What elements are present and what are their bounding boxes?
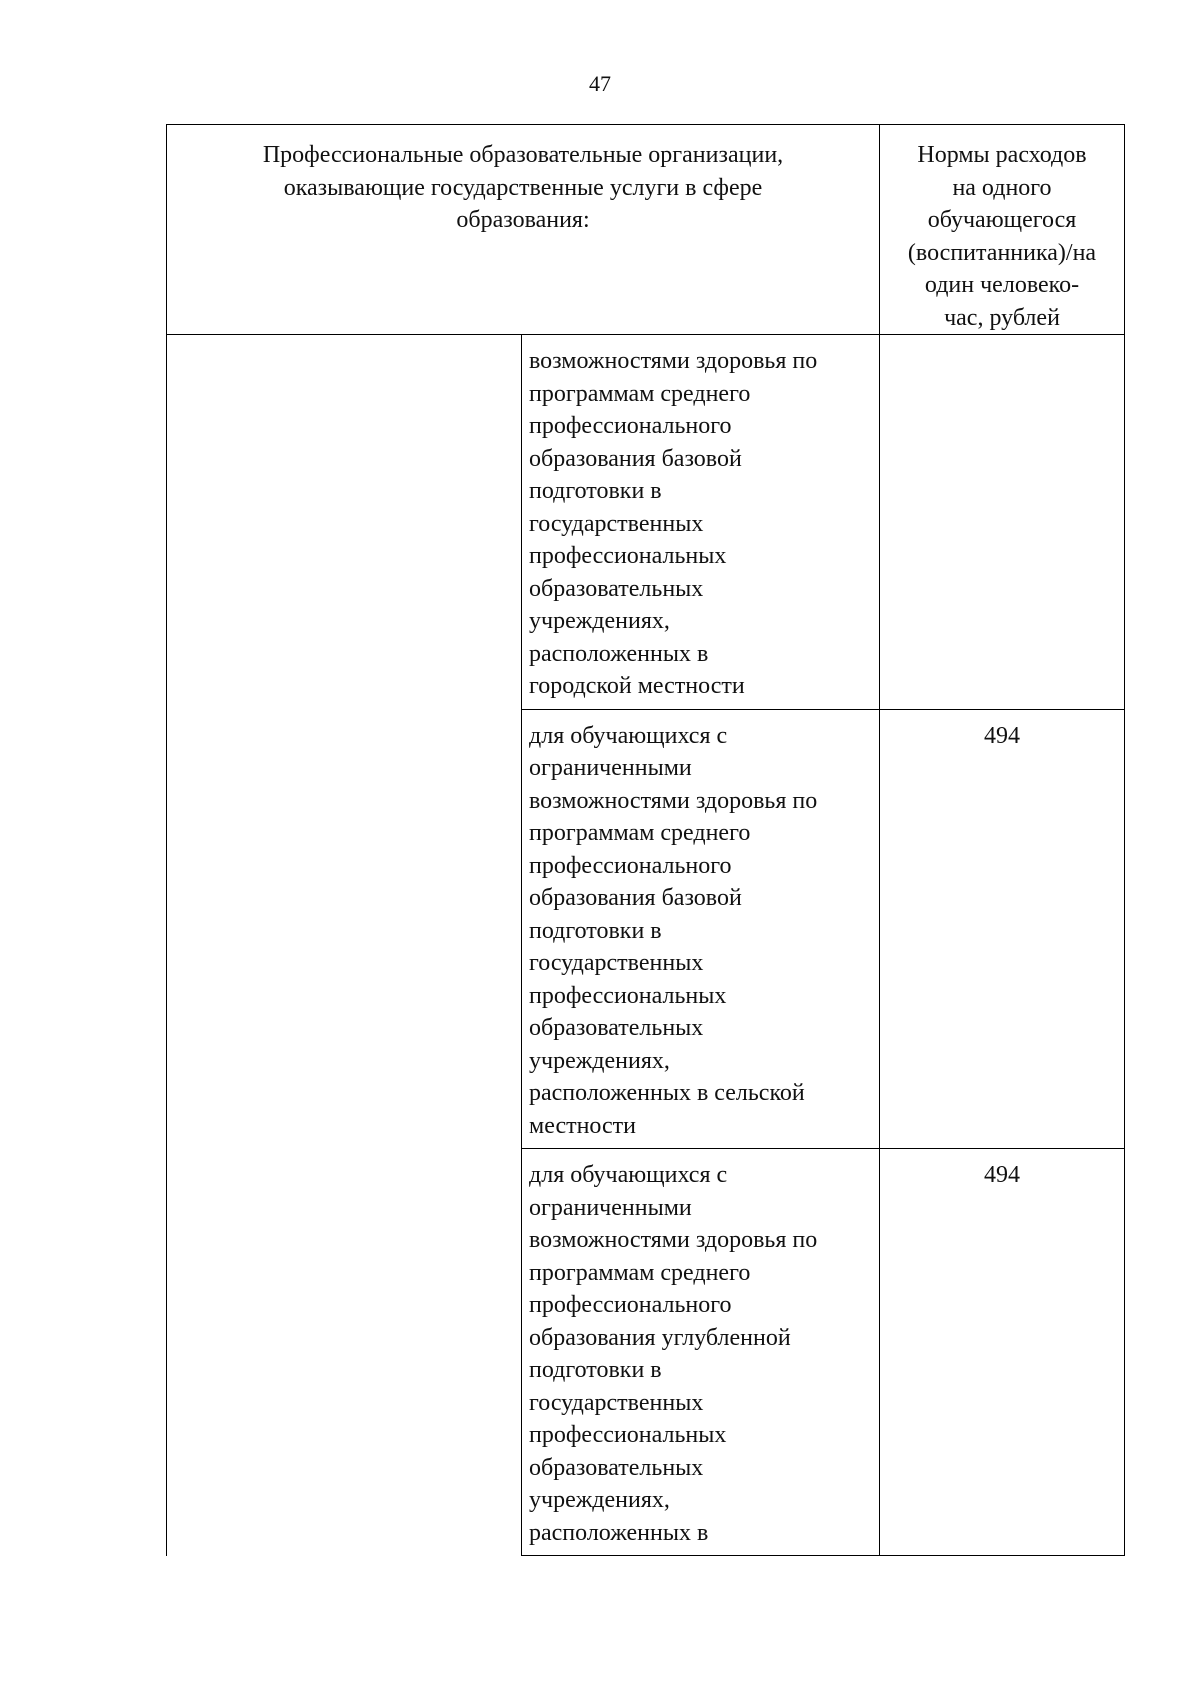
row-value-cell (880, 335, 1125, 710)
row-value: 494 (984, 722, 1020, 749)
row-description-cell (522, 709, 880, 1149)
row-description: возможностями здоровья по программам среднего профессионального образования базовой подготовки в государственных профессиональных образовательных учреждениях, расположенных в городской местности (529, 348, 818, 699)
header-org-label: Профессиональные образовательные организации, оказывающие государственные услуги в сфере образования: (262, 142, 784, 233)
row-description-cell (522, 1149, 880, 1556)
row-value-cell (880, 1149, 1125, 1556)
row-description: для обучающихся с ограниченными возможностями здоровья по программам среднего профессионального образования базовой подготовки в государственных профессиональных образовательных учреждениях, расположенных в сельской местности (529, 722, 818, 1139)
table-row (167, 335, 1125, 710)
header-norm-cell (880, 125, 1125, 335)
norms-table (166, 124, 1125, 1556)
header-org-cell (167, 125, 880, 335)
row-value: 494 (984, 1162, 1020, 1188)
header-norm-label: Нормы расходов на одного обучающегося (воспитанника)/на один человеко- час, рублей (907, 142, 1097, 331)
row-value-cell (880, 709, 1125, 1149)
table-header-row (167, 125, 1125, 335)
page-number: 47 (589, 71, 611, 96)
row-description: для обучающихся с ограниченными возможностями здоровья по программам среднего профессионального образования углубленной подготовки в государственных профессиональных образовательных учреждениях, расположенных в (529, 1162, 818, 1546)
org-name-cell (167, 335, 522, 1556)
row-description-cell (522, 335, 880, 710)
